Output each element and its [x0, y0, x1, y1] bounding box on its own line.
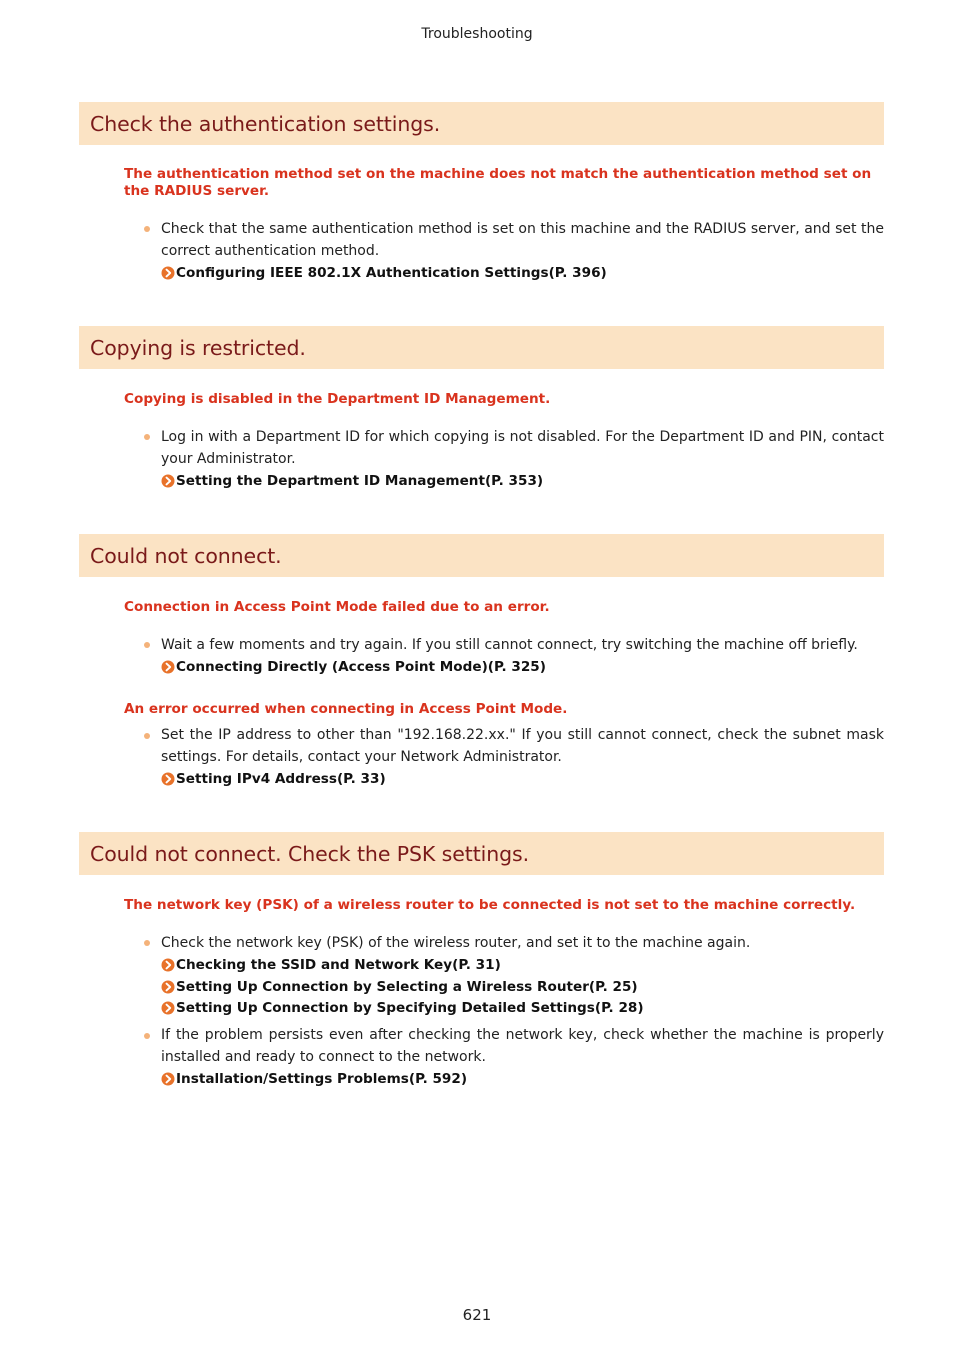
cause-heading: The authentication method set on the machine does not match the authentication method set on the RADIUS server.	[124, 166, 872, 199]
circle-arrow-icon	[161, 980, 175, 994]
circle-arrow-icon	[161, 474, 175, 488]
link-label: Checking the SSID and Network Key(P. 31)	[176, 956, 501, 973]
cause-heading: The network key (PSK) of a wireless router to be connected is not set to the machine correctly.	[124, 897, 856, 913]
link-select-wireless-router[interactable]	[161, 976, 638, 997]
cause-heading: Copying is disabled in the Department ID Management.	[124, 391, 551, 407]
bullet-text: If the problem persists even after checking the network key, check whether the machine is properly installed and ready to connect to the network.	[161, 1027, 884, 1065]
link-label: Setting IPv4 Address(P. 33)	[176, 770, 386, 787]
cause-heading: An error occurred when connecting in Access Point Mode.	[124, 701, 568, 717]
circle-arrow-icon	[161, 1072, 175, 1086]
bullet-dot	[144, 1033, 150, 1039]
link-label: Connecting Directly (Access Point Mode)(P. 325)	[176, 658, 546, 675]
link-label: Installation/Settings Problems(P. 592)	[176, 1070, 468, 1087]
link-installation-problems[interactable]	[161, 1068, 467, 1089]
link-ssid-network-key[interactable]	[161, 954, 501, 975]
bullet-text: Check that the same authentication method is set on this machine and the RADIUS server, and set the correct authentication method.	[161, 221, 884, 259]
link-label: Setting Up Connection by Selecting a Wireless Router(P. 25)	[176, 978, 638, 995]
link-detailed-settings[interactable]	[161, 997, 644, 1018]
section-heading: Check the authentication settings.	[79, 102, 884, 145]
link-label: Configuring IEEE 802.1X Authentication Settings(P. 396)	[176, 264, 607, 281]
link-access-point-mode[interactable]	[161, 656, 546, 677]
running-header: Troubleshooting	[421, 26, 533, 42]
link-department-id-management[interactable]	[161, 470, 543, 491]
section-heading: Could not connect.	[79, 534, 884, 577]
link-ipv4-address[interactable]	[161, 768, 386, 789]
circle-arrow-icon	[161, 660, 175, 674]
link-label: Setting the Department ID Management(P. 353)	[176, 472, 544, 489]
link-ieee8021x-settings[interactable]	[161, 262, 607, 283]
circle-arrow-icon	[161, 958, 175, 972]
circle-arrow-icon	[161, 1001, 175, 1015]
bullet-dot	[144, 226, 150, 232]
bullet-text: Set the IP address to other than "192.168.22.xx." If you still cannot connect, check the subnet mask settings. For details, contact your Network Administrator.	[161, 727, 884, 765]
section-heading: Copying is restricted.	[79, 326, 884, 369]
bullet-text: Wait a few moments and try again. If you still cannot connect, try switching the machine off briefly.	[161, 637, 858, 653]
cause-heading: Connection in Access Point Mode failed due to an error.	[124, 599, 550, 615]
bullet-text: Log in with a Department ID for which copying is not disabled. For the Department ID and PIN, contact your Administrator.	[161, 429, 884, 467]
link-label: Setting Up Connection by Specifying Detailed Settings(P. 28)	[176, 999, 644, 1016]
section-heading: Could not connect. Check the PSK settings.	[79, 832, 884, 875]
circle-arrow-icon	[161, 266, 175, 280]
bullet-dot	[144, 434, 150, 440]
page-number: 621	[462, 1306, 492, 1324]
circle-arrow-icon	[161, 772, 175, 786]
bullet-dot	[144, 940, 150, 946]
bullet-dot	[144, 733, 150, 739]
bullet-text: Check the network key (PSK) of the wireless router, and set it to the machine again.	[161, 935, 751, 951]
bullet-dot	[144, 642, 150, 648]
